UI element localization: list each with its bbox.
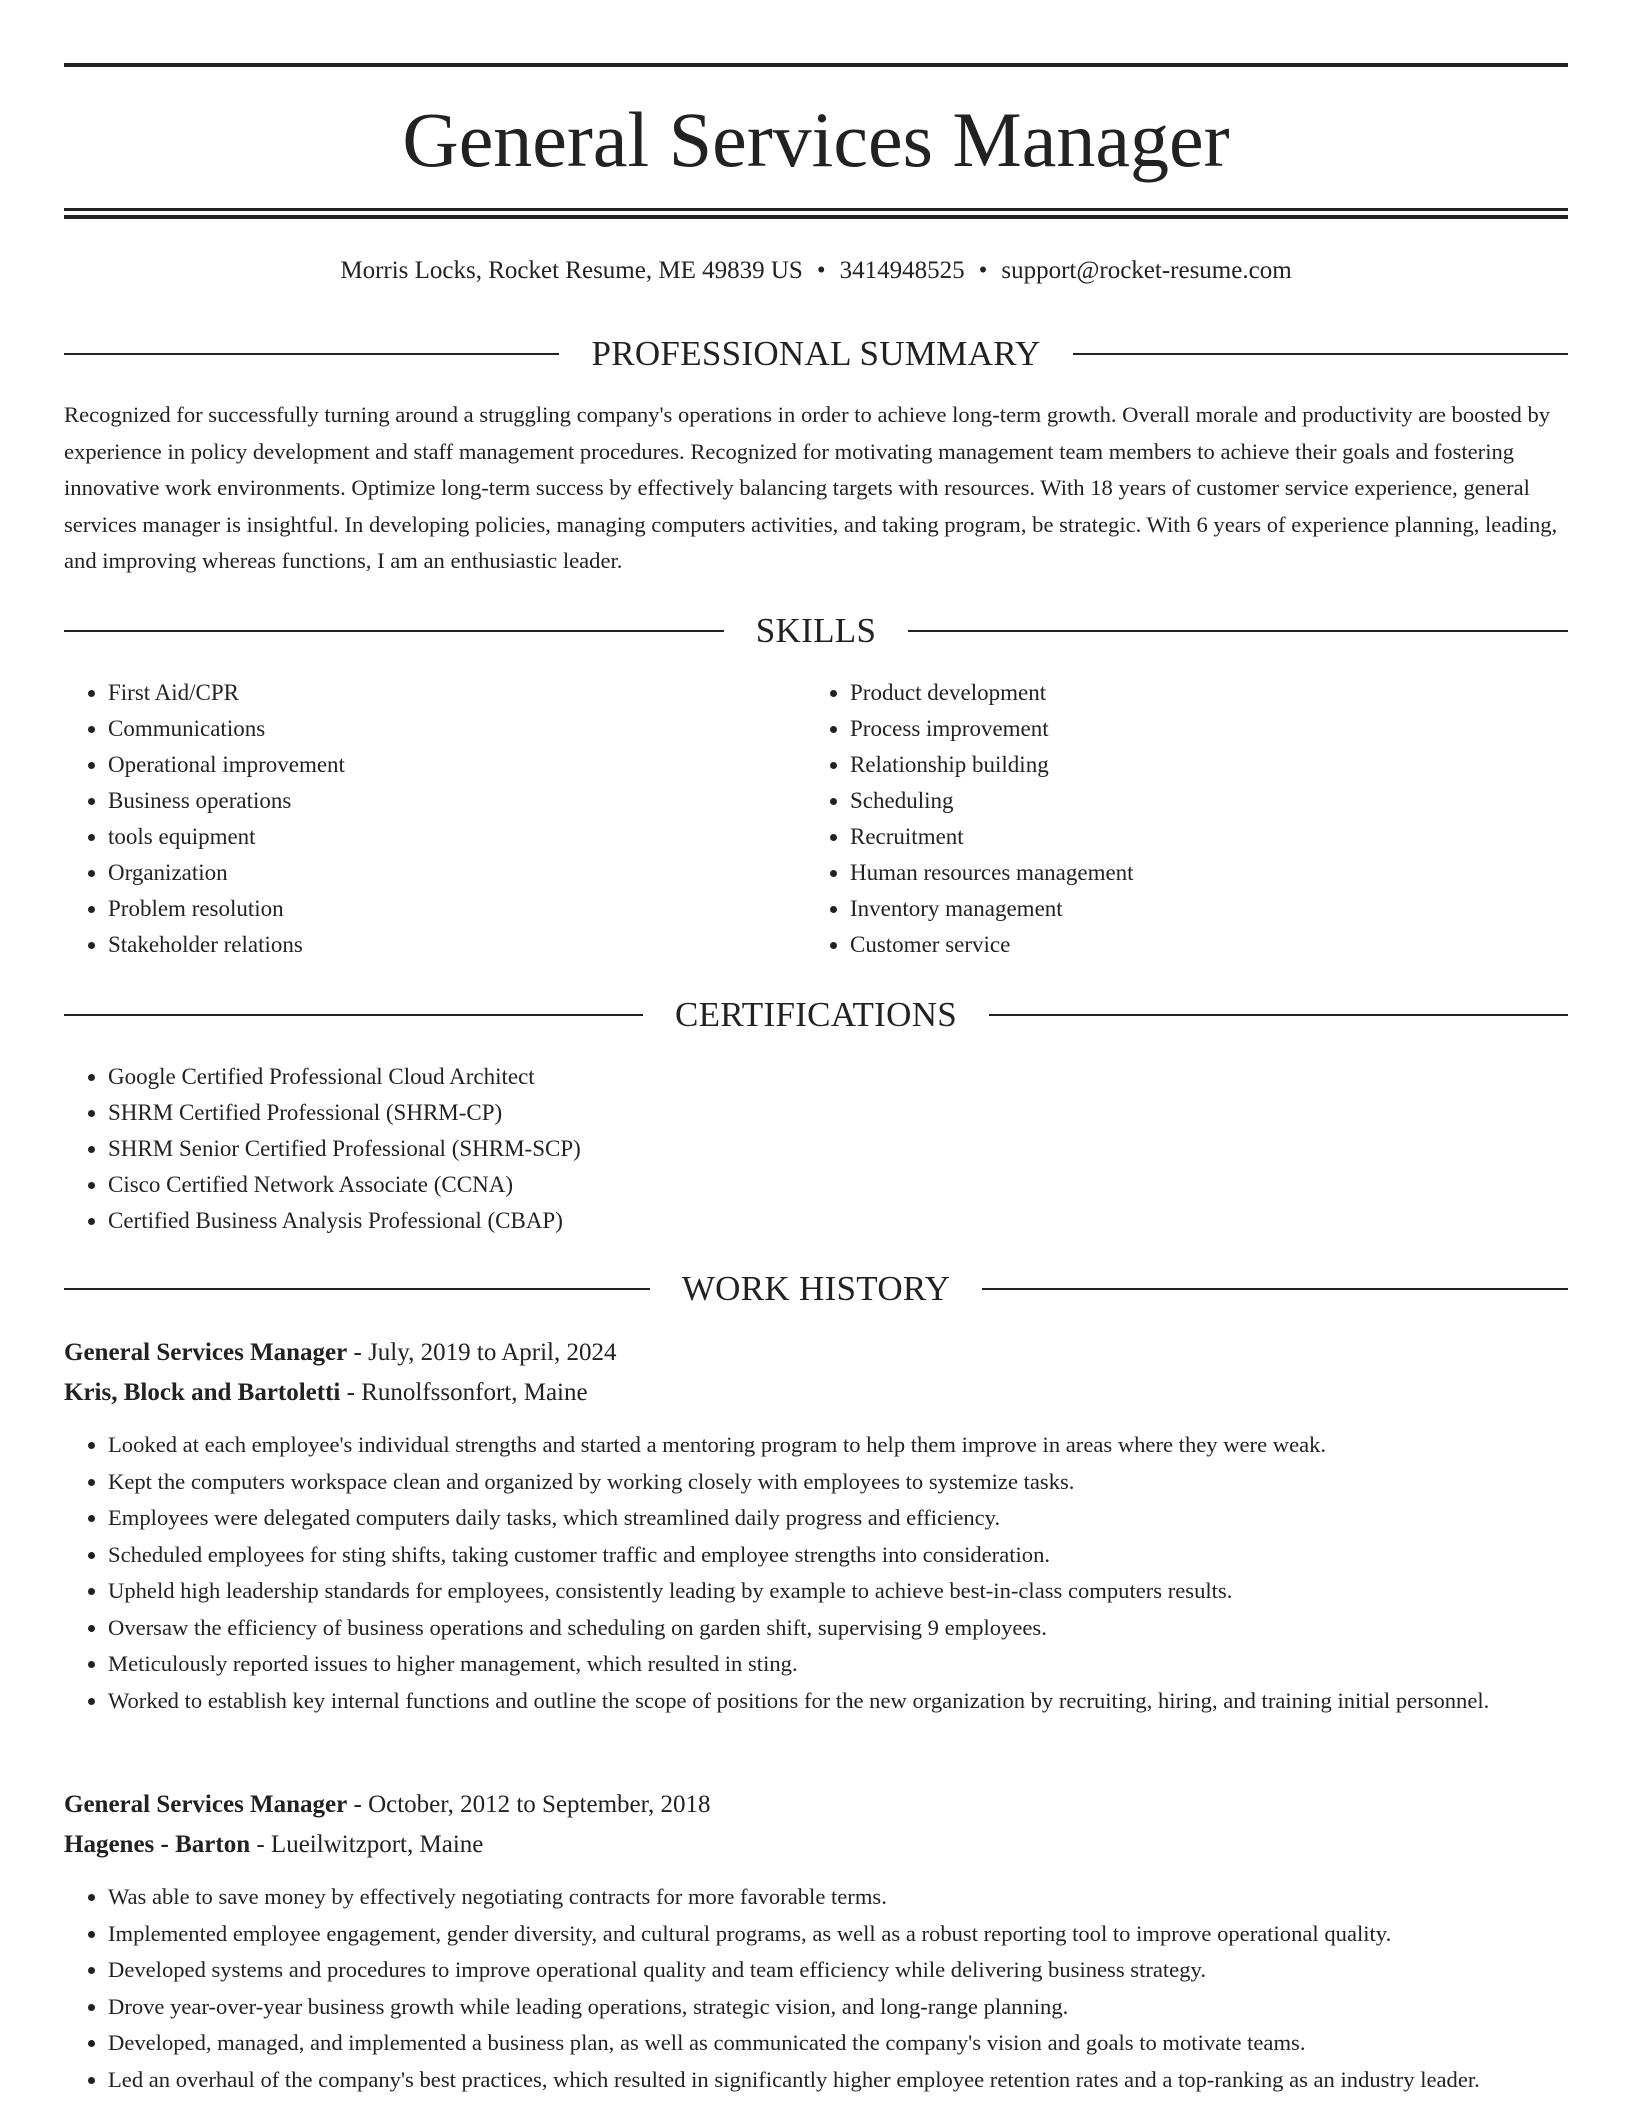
- job-location: - Runolfssonfort, Maine: [340, 1379, 588, 1406]
- section-heading-certifications: [64, 993, 1568, 1037]
- job-title-line: [64, 1785, 1568, 1825]
- section-rule: [64, 1014, 643, 1016]
- section-title: CERTIFICATIONS: [674, 995, 958, 1034]
- job-title-line: [64, 1333, 1568, 1373]
- job-company-line: [64, 1825, 1568, 1865]
- job-title: General Services Manager: [64, 1339, 348, 1366]
- duty-item: • Meticulously reported issues to higher management, which resulted in sting.: [108, 1646, 1568, 1683]
- section-title: SKILLS: [755, 611, 877, 650]
- section-rule: [1073, 353, 1568, 355]
- contact-email: support@rocket-resume.com: [1001, 257, 1292, 284]
- skill-item: • Problem resolution: [108, 891, 804, 927]
- duty-item: • Upheld high leadership standards for employees, consistently leading by example to achieve best-in-class computers results.: [108, 1573, 1568, 1610]
- job-company-line: [64, 1373, 1568, 1413]
- duty-item: • Led an overhaul of the company's best practices, which resulted in significantly higher employee retention rates and a top-ranking as an industry leader.: [108, 2062, 1568, 2099]
- job-company: Hagenes - Barton: [64, 1831, 251, 1858]
- job-title: General Services Manager: [64, 1791, 348, 1818]
- job-duties-list: [64, 1427, 1568, 1719]
- duty-item: • Oversaw the efficiency of business operations and scheduling on garden shift, supervising 9 employees.: [108, 1610, 1568, 1647]
- skills-list-right: [806, 675, 1568, 963]
- contact-separator: •: [816, 257, 826, 284]
- skill-item: • tools equipment: [108, 819, 804, 855]
- summary-text: Recognized for successfully turning around a struggling company's operations in order to achieve long-term growth. Overall morale and productivity are boosted by experience in policy development and staff management procedures. Recognized for motivating management team members to achieve their goals and fostering innovative work environments. Optimize long-term success by effectively balancing targets with resources. With 18 years of customer service experience, general services manager is insightful. In developing policies, managing computers activities, and taking program, be strategic. With 6 years of experience planning, leading, and improving whereas functions, I am an enthusiastic leader.: [64, 402, 1558, 573]
- certification-item: • Google Certified Professional Cloud Architect: [108, 1059, 1568, 1095]
- title-rule-upper: [64, 208, 1568, 211]
- skill-item: • Business operations: [108, 783, 804, 819]
- skill-item: • Recruitment: [850, 819, 1568, 855]
- certification-item: • Certified Business Analysis Professional (CBAP): [108, 1203, 1568, 1239]
- certification-item: • SHRM Senior Certified Professional (SHRM-SCP): [108, 1131, 1568, 1167]
- certification-item: • SHRM Certified Professional (SHRM-CP): [108, 1095, 1568, 1131]
- section-rule: [982, 1288, 1568, 1290]
- duty-item: • Developed, managed, and implemented a business plan, as well as communicated the company's vision and goals to motivate teams.: [108, 2025, 1568, 2062]
- skill-item: • Scheduling: [850, 783, 1568, 819]
- resume-title: General Services Manager: [402, 96, 1230, 183]
- contact-address: Morris Locks, Rocket Resume, ME 49839 US: [340, 257, 803, 284]
- skill-item: • Customer service: [850, 927, 1568, 963]
- duty-item: • Drove year-over-year business growth while leading operations, strategic vision, and long-range planning.: [108, 1989, 1568, 2026]
- job-company: Kris, Block and Bartoletti: [64, 1379, 341, 1406]
- section-title: PROFESSIONAL SUMMARY: [591, 334, 1041, 373]
- section-rule: [989, 1014, 1568, 1016]
- top-rule: [64, 63, 1568, 67]
- section-heading-summary: [64, 332, 1568, 376]
- section-heading-work-history: [64, 1267, 1568, 1311]
- skill-item: • Relationship building: [850, 747, 1568, 783]
- skill-item: • Process improvement: [850, 711, 1568, 747]
- duty-item: • Employees were delegated computers daily tasks, which streamlined daily progress and efficiency.: [108, 1500, 1568, 1537]
- skill-item: • Inventory management: [850, 891, 1568, 927]
- contact-phone: 3414948525: [839, 257, 965, 284]
- skill-item: • First Aid/CPR: [108, 675, 804, 711]
- skill-item: • Human resources management: [850, 855, 1568, 891]
- section-rule: [64, 1288, 650, 1290]
- skill-item: • Product development: [850, 675, 1568, 711]
- skill-item: • Communications: [108, 711, 804, 747]
- certifications-block: [64, 1059, 1568, 1239]
- skill-item: • Stakeholder relations: [108, 927, 804, 963]
- duty-item: • Was able to save money by effectively negotiating contracts for more favorable terms.: [108, 1879, 1568, 1916]
- job-duties-list: [64, 1879, 1568, 2098]
- skill-item: • Operational improvement: [108, 747, 804, 783]
- skills-list-left: [64, 675, 804, 963]
- duty-item: • Developed systems and procedures to improve operational quality and team efficiency while delivering business strategy.: [108, 1952, 1568, 1989]
- certifications-list: [64, 1059, 1568, 1239]
- skill-item: • Organization: [108, 855, 804, 891]
- section-title: WORK HISTORY: [681, 1269, 951, 1308]
- skills-column-right: [806, 675, 1568, 963]
- section-heading-skills: [64, 609, 1568, 653]
- certification-item: • Cisco Certified Network Associate (CCNA): [108, 1167, 1568, 1203]
- job-dates: - July, 2019 to April, 2024: [347, 1339, 617, 1366]
- duty-item: • Looked at each employee's individual strengths and started a mentoring program to help them improve in areas where they were weak.: [108, 1427, 1568, 1464]
- title-rule-lower: [64, 215, 1568, 219]
- job-duties: [64, 1879, 1568, 2098]
- job-duties: [64, 1427, 1568, 1719]
- section-rule: [64, 630, 724, 632]
- section-rule: [908, 630, 1568, 632]
- duty-item: • Kept the computers workspace clean and organized by working closely with employees to systemize tasks.: [108, 1464, 1568, 1501]
- duty-item: • Worked to establish key internal functions and outline the scope of positions for the new organization by recruiting, hiring, and training initial personnel.: [108, 1683, 1568, 1720]
- section-rule: [64, 353, 559, 355]
- contact-line: [64, 252, 1568, 290]
- job-dates: - October, 2012 to September, 2018: [347, 1791, 711, 1818]
- duty-item: • Scheduled employees for sting shifts, taking customer traffic and employee strengths into consideration.: [108, 1537, 1568, 1574]
- skills-column-left: [64, 675, 804, 963]
- job-location: - Lueilwitzport, Maine: [250, 1831, 484, 1858]
- contact-separator: •: [978, 257, 988, 284]
- duty-item: • Implemented employee engagement, gender diversity, and cultural programs, as well as a robust reporting tool to improve operational quality.: [108, 1916, 1568, 1953]
